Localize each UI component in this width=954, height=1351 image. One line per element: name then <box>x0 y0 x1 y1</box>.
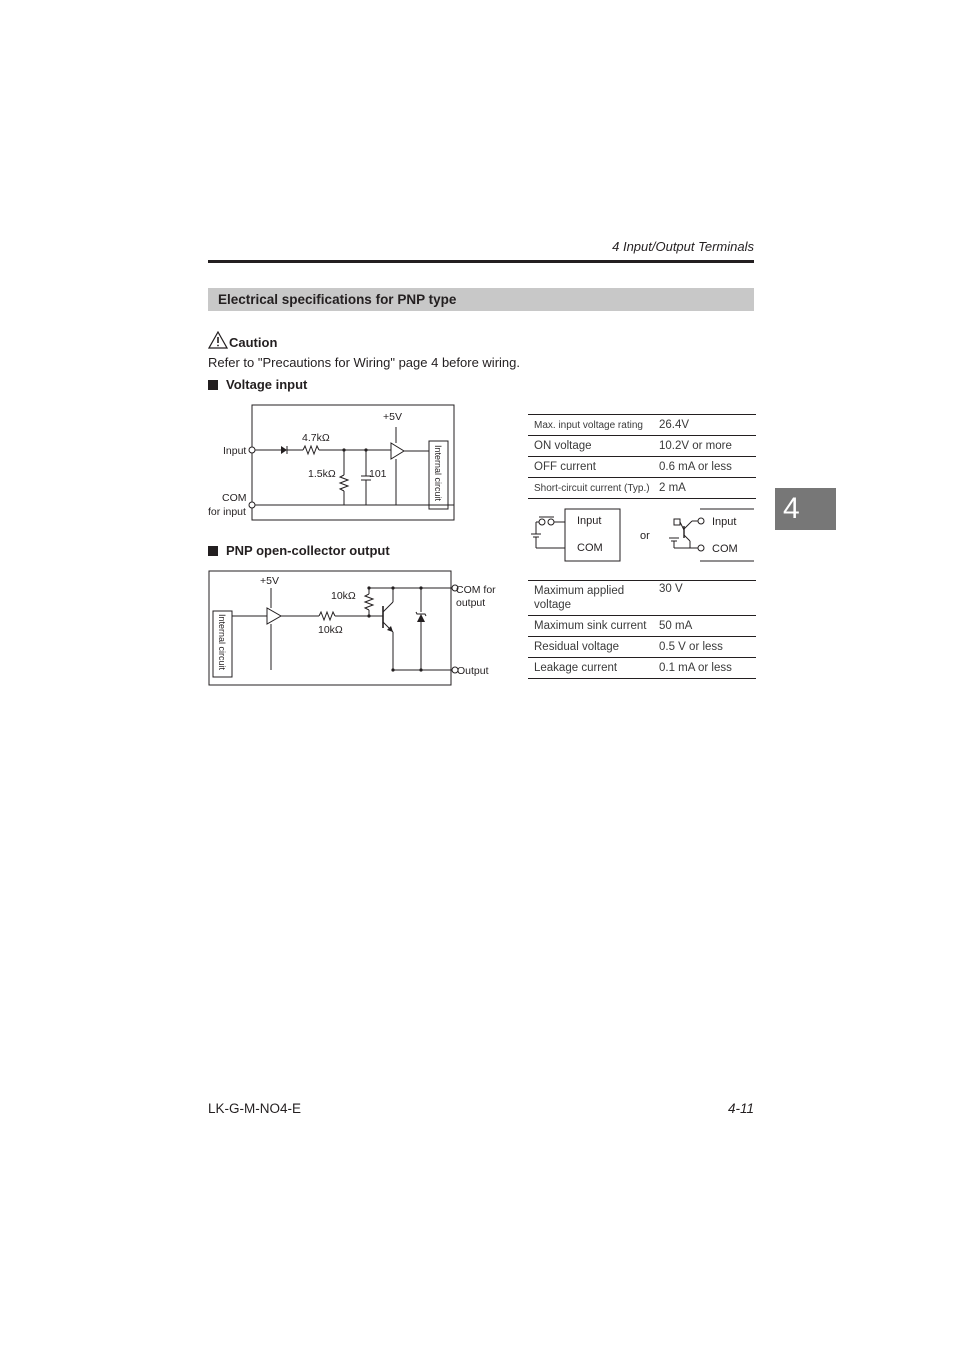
conn-or-label: or <box>640 530 650 542</box>
spec-label: Maximum sink current <box>528 616 655 637</box>
table-row <box>528 478 756 499</box>
vi-internal-label: Internal circuit <box>433 445 443 502</box>
warning-icon <box>208 331 228 349</box>
spec-label: OFF current <box>528 457 655 478</box>
square-bullet-icon <box>208 380 218 390</box>
input-connection-diagram <box>528 500 756 566</box>
vi-com-label-1: COM <box>222 492 247 504</box>
spec-value: 2 mA <box>655 478 756 499</box>
voltage-input-heading-text: Voltage input <box>226 377 308 392</box>
doc-code: LK-G-M-NO4-E <box>208 1101 302 1116</box>
spec-value: 0.6 mA or less <box>655 457 756 478</box>
vi-input-label: Input <box>223 445 247 457</box>
vi-com-label-2: for input <box>208 506 246 518</box>
spec-label: Residual voltage <box>528 637 655 658</box>
spec-label: Max. input voltage rating <box>528 415 655 436</box>
spec-label-line-1: Maximum applied <box>534 585 625 597</box>
vi-cap-label: 101 <box>369 468 387 480</box>
table-row <box>528 637 756 658</box>
conn-right-com-label: COM <box>712 543 738 555</box>
spec-value: 30 V <box>655 581 756 616</box>
po-output-label: Output <box>457 665 489 677</box>
caution-text: Refer to "Precautions for Wiring" page 4 before wiring. <box>208 355 520 370</box>
spec-value: 0.5 V or less <box>655 637 756 658</box>
vi-r2-label: 1.5kΩ <box>308 468 336 480</box>
table-row <box>528 457 756 478</box>
spec-label <box>528 581 655 616</box>
table-row <box>528 658 756 679</box>
spec-label: ON voltage <box>528 436 655 457</box>
caution-label: Caution <box>229 335 278 350</box>
pnp-output-heading-text: PNP open-collector output <box>226 543 390 558</box>
pnp-output-heading <box>208 543 390 558</box>
voltage-input-circuit <box>205 403 460 525</box>
chapter-tab: 4 <box>775 488 836 530</box>
po-com-label-2: output <box>456 597 486 609</box>
table-row <box>528 581 756 616</box>
conn-left-com-label: COM <box>577 542 603 554</box>
po-r1-label: 10kΩ <box>331 590 356 602</box>
po-internal-label: Internal circuit <box>217 614 227 671</box>
spec-label: Leakage current <box>528 658 655 679</box>
po-r2-label: 10kΩ <box>318 624 343 636</box>
conn-right-input-label: Input <box>712 516 737 528</box>
voltage-input-heading <box>208 377 307 392</box>
table-row <box>528 616 756 637</box>
vi-supply-label: +5V <box>383 411 402 423</box>
spec-value: 10.2V or more <box>655 436 756 457</box>
square-bullet-icon <box>208 546 218 556</box>
table-row <box>528 436 756 457</box>
spec-label-line-2: voltage <box>534 599 572 611</box>
section-title: Electrical specifications for PNP type <box>218 292 457 307</box>
voltage-input-spec-table <box>528 414 756 499</box>
header-rule <box>208 260 754 263</box>
spec-value: 50 mA <box>655 616 756 637</box>
po-supply-label: +5V <box>260 575 279 587</box>
conn-left-input-label: Input <box>577 515 602 527</box>
pnp-output-circuit <box>205 568 500 690</box>
page-number: 4-11 <box>727 1101 754 1116</box>
vi-r1-label: 4.7kΩ <box>302 432 330 444</box>
spec-label: Short-circuit current (Typ.) <box>528 478 655 499</box>
spec-value: 0.1 mA or less <box>655 658 756 679</box>
po-com-label-1: COM for <box>456 584 496 596</box>
pnp-output-spec-table <box>528 580 756 679</box>
table-row <box>528 415 756 436</box>
spec-value: 26.4V <box>655 415 756 436</box>
running-header: 4 Input/Output Terminals <box>612 239 754 254</box>
